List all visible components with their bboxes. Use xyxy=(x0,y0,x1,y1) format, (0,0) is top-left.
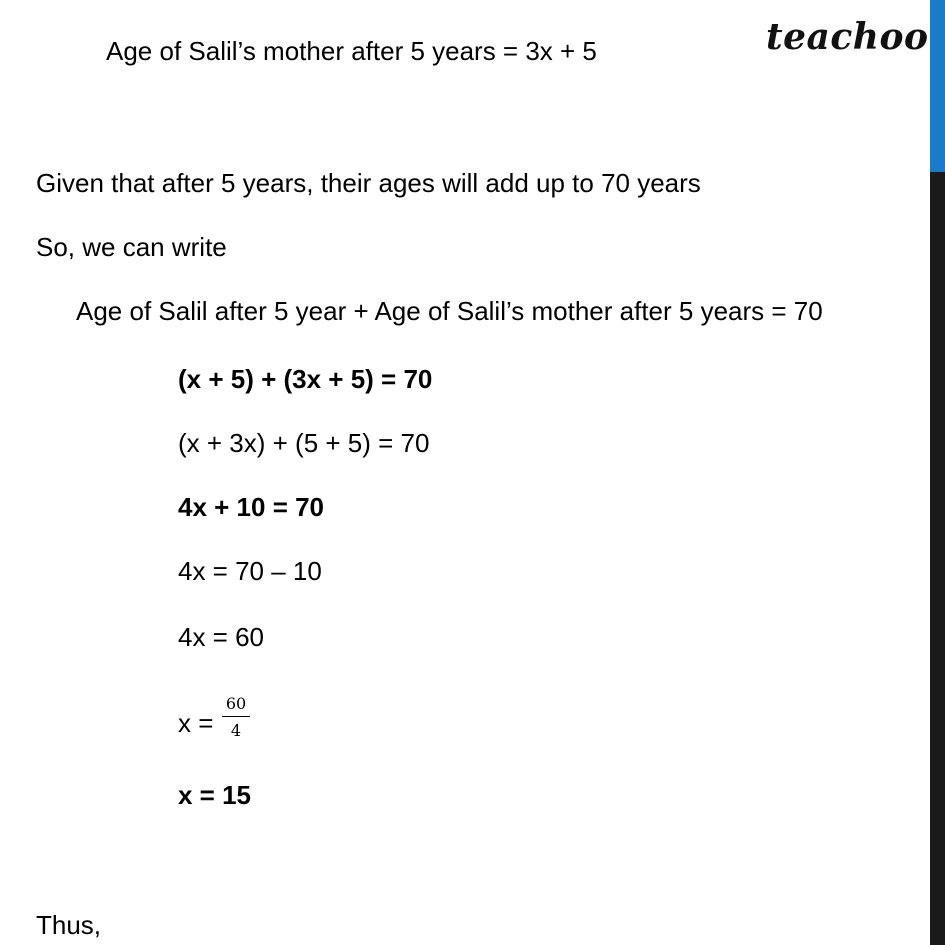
fraction-bar xyxy=(222,716,250,717)
fraction-numerator: 60 xyxy=(225,694,247,713)
line-step1: (x + 5) + (3x + 5) = 70 xyxy=(178,364,433,394)
line-given: Given that after 5 years, their ages will add up to 70 years xyxy=(36,168,701,198)
line-so-write: So, we can write xyxy=(36,232,227,262)
line-step4: 4x = 70 – 10 xyxy=(178,556,322,586)
line-step7: x = 15 xyxy=(178,780,252,810)
line-equation-words: Age of Salil after 5 year + Age of Salil’s mother after 5 years = 70 xyxy=(76,296,823,326)
sidebar-accent xyxy=(930,0,945,172)
line-mother-age: Age of Salil’s mother after 5 years = 3x + 5 xyxy=(106,36,597,66)
fraction xyxy=(222,694,250,741)
teachoo-logo: teachoo xyxy=(766,16,929,58)
line-step3: 4x + 10 = 70 xyxy=(178,492,325,522)
line-thus: Thus, xyxy=(36,910,102,940)
line-step5: 4x = 60 xyxy=(178,622,265,652)
line-step2: (x + 3x) + (5 + 5) = 70 xyxy=(178,428,430,458)
line-step6-prefix: x = xyxy=(178,708,214,738)
fraction-denominator: 4 xyxy=(230,721,242,740)
